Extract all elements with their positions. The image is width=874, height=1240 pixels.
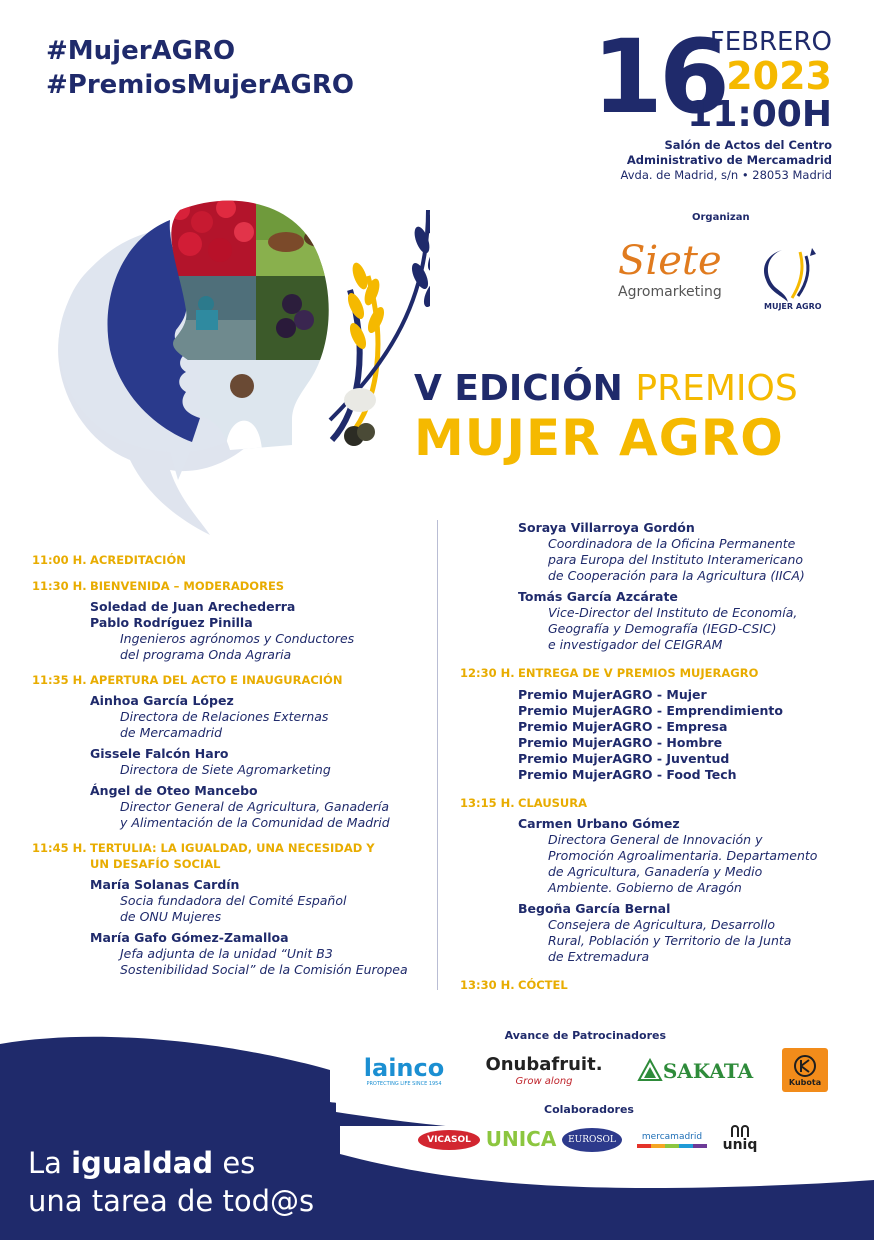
title-edition: V EDICIÓN: [414, 368, 623, 409]
speaker: [90, 930, 432, 978]
section-title: APERTURA DEL ACTO E INAUGURACIÓN: [90, 673, 343, 687]
speaker-name: Tomás García Azcárate: [518, 589, 678, 604]
section-time: 13:30 H.: [460, 978, 515, 992]
prize-item: Premio MujerAGRO - Empresa: [518, 719, 728, 734]
vicasol-logo: [418, 1130, 480, 1150]
section-title: CÓCTEL: [518, 978, 568, 992]
section-header: [460, 795, 860, 811]
section-header: [460, 665, 860, 681]
speaker-role: de Extremadura: [548, 949, 650, 964]
section-title: BIENVENIDA – MODERADORES: [90, 579, 285, 593]
speaker: [90, 599, 432, 663]
program-section: [32, 840, 432, 978]
program-section: [460, 665, 860, 783]
section-title: ENTREGA DE V PREMIOS MUJERAGRO: [518, 666, 759, 680]
slogan: [28, 1144, 314, 1220]
speaker-role: Consejera de Agricultura, Desarrollo: [548, 917, 775, 932]
speaker-role: Directora de Siete Agromarketing: [120, 762, 331, 777]
mercamadrid-logo: [634, 1130, 710, 1150]
siete-wordmark: Siete: [618, 238, 722, 284]
lainco-tagline: PROTECTING LIFE SINCE 1954: [366, 1081, 442, 1087]
speaker-name: Gissele Falcón Haro: [90, 746, 229, 761]
uniq-emblem-icon: [730, 1125, 750, 1137]
uniq-logo: [718, 1122, 762, 1156]
kubota-wordmark: Kubota: [788, 1077, 822, 1087]
eurosol-wordmark: EUROSOL: [568, 1135, 616, 1145]
kubota-emblem-icon: [792, 1054, 818, 1078]
section-time: 11:00 H.: [32, 553, 87, 567]
uniq-wordmark: uniq: [722, 1137, 758, 1153]
section-title: CLAUSURA: [518, 796, 588, 810]
program-section: [460, 977, 860, 993]
event-date: [592, 18, 832, 137]
prize-item: Premio MujerAGRO - Juventud: [518, 751, 730, 766]
unica-wordmark: UNICA: [485, 1127, 557, 1151]
event-hour: 11:00H: [687, 94, 832, 135]
collaborators-title: Colaboradores: [544, 1103, 634, 1116]
speaker: [90, 877, 432, 925]
hashtag-mujeragro: #MujerAGRO: [46, 36, 236, 66]
speaker: [90, 746, 432, 778]
program-left-column: [32, 552, 432, 987]
program-section: [460, 795, 860, 965]
woman-profile-illustration: [30, 180, 430, 540]
event-month: FEBRERO: [709, 27, 832, 57]
section-time: 12:30 H.: [460, 666, 515, 680]
slogan-line-2: una tarea de tod@s: [28, 1184, 315, 1218]
speaker-role: Directora de Relaciones Externas: [120, 709, 329, 724]
speaker-role: de Agricultura, Ganadería y Medio: [548, 864, 763, 879]
venue-line-2: Administrativo de Mercamadrid: [626, 153, 832, 167]
event-day: 16: [592, 18, 726, 137]
speaker-role: de ONU Mujeres: [120, 909, 222, 924]
column-divider: [437, 520, 438, 990]
slogan-part: es: [213, 1146, 256, 1180]
speaker-role: de Mercamadrid: [120, 725, 223, 740]
prize-item: Premio MujerAGRO - Hombre: [518, 735, 723, 750]
speaker-role: Coordinadora de la Oficina Permanente: [548, 536, 796, 551]
siete-subtitle: Agromarketing: [618, 284, 722, 300]
speaker-role: Promoción Agroalimentaria. Departamento: [548, 848, 818, 863]
section-header: [32, 578, 432, 594]
speaker: [518, 901, 860, 965]
speaker-name: María Gafo Gómez-Zamalloa: [90, 930, 289, 945]
speaker-name: Ainhoa García López: [90, 693, 234, 708]
section-header: [32, 552, 432, 568]
organizers-label: Organizan: [692, 212, 750, 223]
speaker-name: Pablo Rodríguez Pinilla: [90, 615, 253, 630]
speaker: [518, 816, 860, 896]
section-header: [32, 840, 432, 872]
lainco-wordmark: lainco: [363, 1054, 445, 1082]
hashtags: [46, 34, 354, 102]
program-section: [32, 578, 432, 663]
section-title: TERTULIA: LA IGUALDAD, UNA NECESIDAD Y UN DESAFÍO SOCIAL: [90, 841, 375, 871]
eurosol-logo: [562, 1128, 622, 1152]
speaker: [90, 783, 432, 831]
speaker: [518, 520, 860, 584]
mujer-agro-logo-text: MUJER AGRO: [764, 302, 822, 311]
sakata-emblem-icon: [637, 1058, 663, 1084]
speaker: [90, 693, 432, 741]
speaker-name: Ángel de Oteo Mancebo: [90, 783, 258, 798]
slogan-line-1: [28, 1144, 314, 1182]
sponsors-title: Avance de Patrocinadores: [504, 1029, 666, 1042]
title-premios: PREMIOS: [635, 368, 798, 409]
unica-logo: [485, 1126, 557, 1152]
slogan-emphasis: igualdad: [71, 1146, 214, 1180]
speaker-name: Soraya Villarroya Gordón: [518, 520, 695, 535]
sakata-logo: [626, 1056, 764, 1086]
onubafruit-tagline: Grow along: [515, 1075, 573, 1087]
venue-line-3: Avda. de Madrid, s/n • 28053 Madrid: [620, 168, 832, 182]
section-header: [460, 977, 860, 993]
prize-item: Premio MujerAGRO - Food Tech: [518, 767, 737, 782]
speaker-role: y Alimentación de la Comunidad de Madrid: [120, 815, 390, 830]
speaker-role: Jefa adjunta de la unidad “Unit B3: [120, 946, 333, 961]
mercamadrid-color-bar: [637, 1144, 707, 1148]
prize-item: Premio MujerAGRO - Emprendimiento: [518, 703, 783, 718]
kubota-logo: [782, 1048, 828, 1092]
title-line-2: MUJER AGRO: [414, 409, 784, 467]
program-section-continued: [460, 520, 860, 653]
speaker-role: Sostenibilidad Social” de la Comisión Europea: [120, 962, 408, 977]
section-time: 11:30 H.: [32, 579, 87, 593]
mujer-agro-logo: [752, 242, 832, 318]
prize-list: [460, 687, 860, 783]
hashtag-premiosmujeragro: #PremiosMujerAGRO: [46, 70, 354, 100]
vicasol-wordmark: VICASOL: [427, 1135, 471, 1145]
speaker-role: Ambiente. Gobierno de Aragón: [548, 880, 742, 895]
speaker: [518, 589, 860, 653]
speaker-name: Begoña García Bernal: [518, 901, 671, 916]
speaker-role: Director General de Agricultura, Ganadería: [120, 799, 390, 814]
event-venue: [621, 138, 832, 183]
sakata-wordmark: SAKATA: [662, 1059, 754, 1083]
onubafruit-logo: [478, 1052, 610, 1088]
speaker-role: Rural, Población y Territorio de la Junta: [548, 933, 792, 948]
title-line-1: [414, 368, 844, 410]
prize-item: Premio MujerAGRO - Mujer: [518, 687, 707, 702]
program-section: [32, 672, 432, 831]
speaker-role: Geografía y Demografía (IEGD-CSIC): [548, 621, 777, 636]
section-time: 11:35 H.: [32, 673, 87, 687]
program-section: [32, 552, 432, 568]
lainco-logo: [346, 1054, 462, 1088]
program-right-column: [460, 520, 860, 1002]
mercamadrid-wordmark: mercamadrid: [641, 1132, 703, 1142]
speaker-role: Directora General de Innovación y: [548, 832, 763, 847]
speaker-role: Ingenieros agrónomos y Conductores: [120, 631, 355, 646]
event-title: [414, 368, 844, 466]
onubafruit-wordmark: Onubafruit.: [485, 1053, 603, 1075]
speaker-role: Socia fundadora del Comité Español: [120, 893, 347, 908]
speaker-role: e investigador del CEIGRAM: [548, 637, 723, 652]
venue-line-1: Salón de Actos del Centro: [664, 138, 832, 152]
section-title: ACREDITACIÓN: [90, 553, 186, 567]
section-time: 11:45 H.: [32, 841, 87, 855]
event-year: 2023: [726, 54, 832, 98]
speaker-role: para Europa del Instituto Interamericano: [548, 552, 804, 567]
speaker-role: Vice-Director del Instituto de Economía,: [548, 605, 798, 620]
speaker-name: María Solanas Cardín: [90, 877, 240, 892]
speaker-name: Carmen Urbano Gómez: [518, 816, 680, 831]
siete-agromarketing-logo: [618, 238, 730, 318]
section-header: [32, 672, 432, 688]
section-time: 13:15 H.: [460, 796, 515, 810]
speaker-role: del programa Onda Agraria: [120, 647, 292, 662]
speaker-role: de Cooperación para la Agricultura (IICA): [548, 568, 805, 583]
speaker-name: Soledad de Juan Arechederra: [90, 599, 296, 614]
slogan-part: La: [28, 1146, 72, 1180]
